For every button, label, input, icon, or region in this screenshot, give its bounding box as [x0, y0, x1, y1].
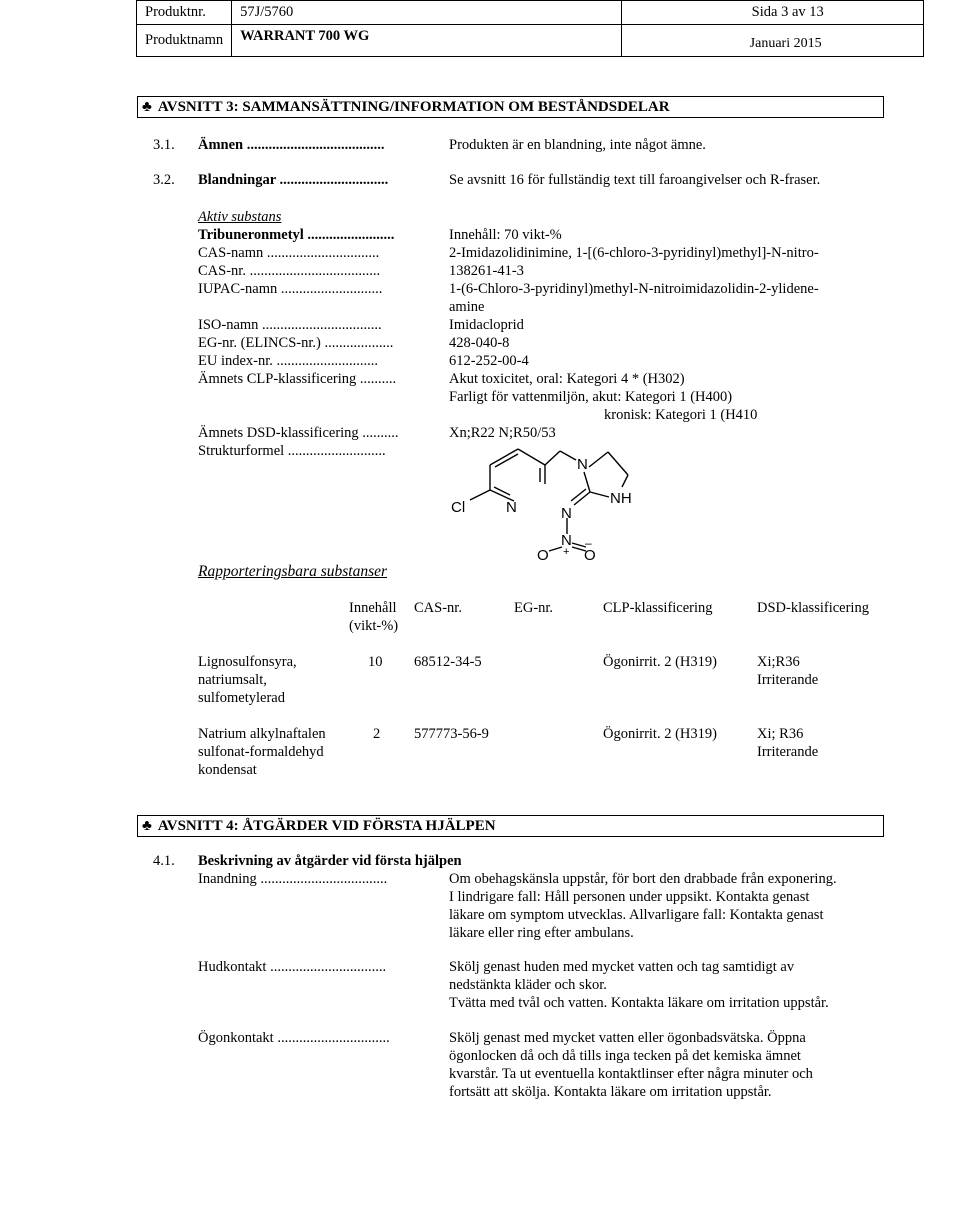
produktnamn-label: Produktnamn [137, 25, 232, 57]
eu-index-label: EU index-nr. ............................ [198, 353, 379, 369]
cas-number-label: CAS-nr. .................................... [198, 263, 381, 279]
club-icon: ♣ [142, 818, 152, 834]
section-3-1-label: Ämnen ...................................... [198, 137, 385, 153]
section-4-heading [137, 815, 884, 837]
inhalation-text-line: läkare om symptom utvecklas. Allvarligare fall: Kontakta genast [449, 907, 824, 923]
row-clp: Ögonirrit. 2 (H319) [603, 726, 717, 742]
structure-imine-nitrogen: N [561, 505, 572, 522]
eye-contact-text-line: fortsätt att skölja. Kontakta läkare om irritation uppstår. [449, 1084, 772, 1100]
table-header-clp: CLP-klassificering [603, 600, 713, 616]
structure-chlorine-label: Cl [451, 499, 466, 516]
row-substance-name-line-2: sulfonat-formaldehyd [198, 744, 324, 760]
iso-name-label: ISO-namn ................................. [198, 317, 382, 333]
skin-contact-text-line: Tvätta med tvål och vatten. Kontakta läkare om irritation uppstår. [449, 995, 829, 1011]
row-dsd-line-1: Xi;R36 [757, 654, 800, 670]
row-dsd-line-2: Irriterande [757, 744, 819, 760]
structure-oxygen-left: O [537, 547, 549, 564]
table-header-dsd: DSD-klassificering [757, 600, 869, 616]
skin-contact-text-line: Skölj genast huden med mycket vatten och tag samtidigt av [449, 959, 795, 975]
structure-minus-charge: – [585, 536, 592, 550]
clp-classification-line-3: kronisk: Kategori 1 (H410 [604, 407, 758, 423]
produktnr-label: Produktnr. [137, 1, 232, 25]
structure-formula-label: Strukturformel ........................... [198, 443, 386, 459]
row-content: 10 [368, 654, 383, 670]
row-dsd-line-2: Irriterande [757, 672, 819, 688]
iupac-value-line-1: 1-(6-Chloro-3-pyridinyl)methyl-N-nitroimidazolidin-2-ylidene- [449, 281, 819, 297]
table-header-content: Innehåll [349, 600, 397, 616]
row-substance-name-line-3: kondensat [198, 762, 257, 778]
structure-nh-label: NH [610, 490, 632, 507]
eg-number-label: EG-nr. (ELINCS-nr.) ................... [198, 335, 394, 351]
row-substance-name-line-3: sulfometylerad [198, 690, 285, 706]
cas-name-label: CAS-namn ............................... [198, 245, 380, 261]
clp-classification-line-1: Akut toxicitet, oral: Kategori 4 * (H302) [449, 371, 685, 387]
row-dsd-line-1: Xi; R36 [757, 726, 804, 742]
skin-contact-label: Hudkontakt ................................ [198, 959, 387, 975]
iso-name-value: Imidacloprid [449, 317, 524, 333]
eu-index-value: 612-252-00-4 [449, 353, 529, 369]
structural-formula-image [440, 440, 660, 570]
document-header [136, 0, 924, 57]
inhalation-text-line: I lindrigare fall: Håll personen under uppsikt. Kontakta genast [449, 889, 810, 905]
substance-name-label: Tribuneronmetyl ........................ [198, 227, 395, 243]
section-3-title: AVSNITT 3: SAMMANSÄTTNING/INFORMATION OM BESTÅNDSDELAR [157, 99, 670, 115]
cas-name-value: 2-Imidazolidinimine, 1-[(6-chloro-3-pyridinyl)methyl]-N-nitro- [449, 245, 819, 261]
produktnamn-value: WARRANT 700 WG [232, 25, 622, 57]
row-substance-name-line-1: Lignosulfonsyra, [198, 654, 297, 670]
clp-classification-label: Ämnets CLP-klassificering .......... [198, 371, 397, 387]
inhalation-label: Inandning ................................... [198, 871, 388, 887]
row-clp: Ögonirrit. 2 (H319) [603, 654, 717, 670]
dsd-classification-label: Ämnets DSD-klassificering .......... [198, 425, 399, 441]
eye-contact-label: Ögonkontakt ............................... [198, 1030, 390, 1046]
section-4-1-title: Beskrivning av åtgärder vid första hjälpen [198, 853, 462, 869]
reportable-substances-heading: Rapporteringsbara substanser [198, 563, 388, 580]
clp-classification-line-2: Farligt för vattenmiljön, akut: Kategori 1 (H400) [449, 389, 733, 405]
row-content: 2 [373, 726, 381, 742]
structure-nitro-nitrogen: N [561, 532, 572, 549]
row-cas: 68512-34-5 [414, 654, 482, 670]
iupac-label: IUPAC-namn ............................ [198, 281, 383, 297]
structure-ring-nitrogen: N [577, 456, 588, 473]
produktnr-value: 57J/5760 [232, 1, 622, 25]
section-4-1-number: 4.1. [153, 853, 175, 869]
section-3-2-label: Blandningar .............................. [198, 172, 389, 188]
table-header-cas: CAS-nr. [414, 600, 462, 616]
table-header-content-unit: (vikt-%) [349, 618, 399, 634]
document-date: Januari 2015 [621, 25, 923, 57]
section-3-1-value: Produkten är en blandning, inte något ämne. [449, 137, 706, 153]
eye-contact-text-line: ögonlocken då och då tills inga tecken på det kemiska ämnet [449, 1048, 801, 1064]
structure-pyridine-nitrogen: N [506, 499, 517, 516]
row-substance-name-line-1: Natrium alkylnaftalen [198, 726, 326, 742]
structure-plus-charge: + [563, 546, 570, 558]
eg-number-value: 428-040-8 [449, 335, 510, 351]
table-header-eg: EG-nr. [514, 600, 554, 616]
section-3-2-value: Se avsnitt 16 för fullständig text till faroangivelser och R-fraser. [449, 172, 821, 188]
cas-number-value: 138261-41-3 [449, 263, 524, 279]
club-icon: ♣ [142, 99, 152, 115]
skin-contact-text-line: nedstänkta kläder och skor. [449, 977, 607, 993]
eye-contact-text-line: Skölj genast med mycket vatten eller ögonbadsvätska. Öppna [449, 1030, 806, 1046]
iupac-value-line-2: amine [449, 299, 485, 315]
row-cas: 577773-56-9 [414, 726, 489, 742]
row-substance-name-line-2: natriumsalt, [198, 672, 267, 688]
structure-oxygen-right: O [584, 547, 596, 564]
inhalation-text-line: läkare eller ring efter ambulans. [449, 925, 634, 941]
section-3-1-number: 3.1. [153, 137, 175, 153]
section-4-title: AVSNITT 4: ÅTGÄRDER VID FÖRSTA HJÄLPEN [157, 818, 496, 834]
section-3-heading [137, 96, 884, 118]
page-number: Sida 3 av 13 [621, 1, 923, 25]
substance-content-value: Innehåll: 70 vikt-% [449, 227, 562, 243]
dsd-classification-value: Xn;R22 N;R50/53 [449, 425, 556, 441]
eye-contact-text-line: kvarstår. Ta ut eventuella kontaktlinser efter några minuter och [449, 1066, 813, 1082]
active-substance-heading: Aktiv substans [198, 209, 282, 225]
section-3-2-number: 3.2. [153, 172, 175, 188]
inhalation-text-line: Om obehagskänsla uppstår, för bort den drabbade från exponering. [449, 871, 837, 887]
